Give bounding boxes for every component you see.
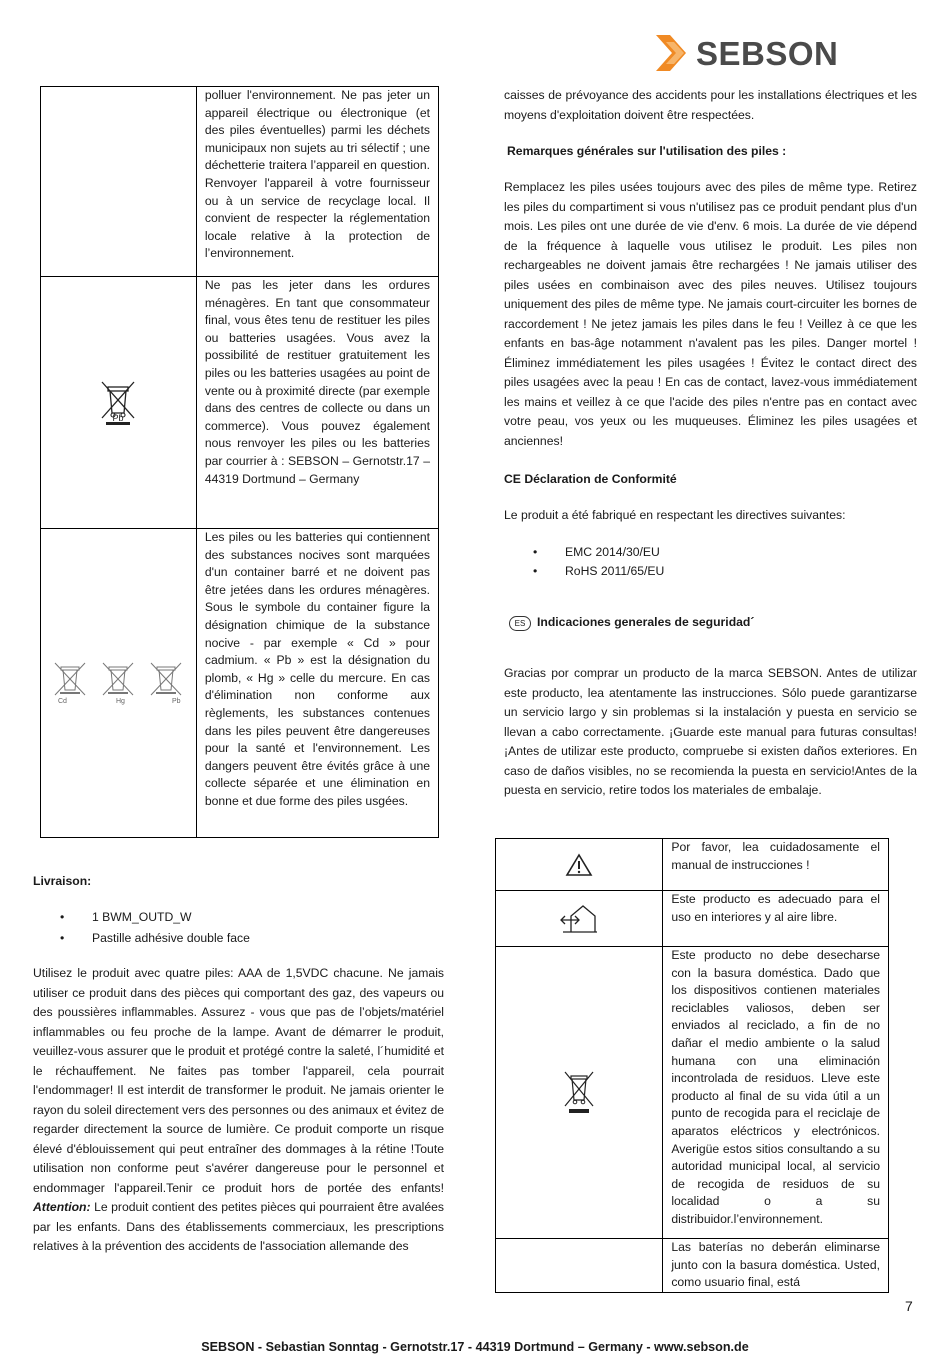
indoor-outdoor-house-icon (557, 902, 601, 936)
list-item: • EMC 2014/30/EU (533, 543, 913, 562)
battery-disposal-text: Las baterías no deberán eliminarse junto con la basura doméstica. Usted, como usuario final, está (663, 1239, 889, 1293)
warning-triangle-icon (565, 853, 593, 877)
table-row (496, 947, 889, 1239)
bin-label: Pb (112, 412, 124, 423)
safety-text: Utilisez le produit avec quatre piles: AAA de 1,5VDC chacune. Ne jamais utiliser ce produit dans des pièces qui comportant des gaz, des vapeurs ou des poussières inflammables. Assurez - vous que pas de l’objets/matériel inflammables ou feu proche de la lampe. Avant de démarrer le produit, veuillez-vous assurer que le produit et protégé contre la saleté, l´humidité et le réchauffement. Ne faites pas tomber l'appareil, cela pourrait l'endommager! Il est interdit de transformer le produit. Ne jamais orienter le rayon du soleil directement vers des personnes ou des animaux et évitez de regarder directement la source de lumière. Ce produit comporte un risque élevé d'éblouissement qui peut entraîner des dommages à la rétine !Toute utilisation non conforme peut s'avérer dangereuse pour le personnel et endommager l'appareil.Tenir ce produit hors de portée des enfants! (33, 966, 444, 1195)
es-heading-text: Indicaciones generales de seguridad´ (537, 615, 755, 629)
table-row (496, 891, 889, 947)
es-paragraph: Gracias por comprar un producto de la marca SEBSON. Antes de utilizar este producto, lea atentamente las instrucciones. Sólo puede garantizarse un servicio largo y sin problemas si la instalación y puesta en servicio se llevan a cabo correctamente. ¡Guarde este manual para futuras consultas! ¡Antes de utilizar este producto, compruebe si existen daños exteriores. En caso de daños visibles, no se recomienda la puesta en servicio!Antes de la puesta en servicio, retire todos los materiales de embalaje. (504, 666, 917, 797)
crossed-bin-icon (97, 377, 139, 429)
table-row (496, 839, 889, 891)
list-item: • RoHS 2011/65/EU (533, 562, 913, 581)
indoor-outdoor-text: Este producto es adecuado para el uso en interiores y al aire libre. (663, 891, 889, 947)
attention-label: Attention: (33, 1200, 91, 1214)
continued-paragraph: caisses de prévoyance des accidents pour les installations électriques et les moyens d'exploitation doivent être respectées. (504, 88, 917, 122)
bins-icon-cell (41, 529, 197, 838)
crossed-bin-hg-icon (100, 661, 136, 705)
es-language-badge: ES (509, 616, 531, 631)
livraison-paragraph (33, 964, 444, 1257)
indoor-outdoor-icon-cell (496, 891, 663, 947)
crossed-bins-group (41, 661, 196, 705)
disposal-text-2: Ne pas les jeter dans les ordures ménagères. En tant que consommateur final, vous êtes tenu de restituer les piles ou batteries usagées. Vous avez la possibilité de restituer gratuitement les piles ou les batteries usagées au point de vente ou à proximité directe (par exemple dans des centres de collecte ou dans un commerce). Vous pouvez également nous renvoyer les piles ou les batteries par courrier à : SEBSON – Gernotstr.17 – 44319 Dortmund – Germany (196, 277, 438, 529)
bin-label-hg: Hg (116, 698, 126, 705)
symbols-table-es (495, 838, 889, 1293)
crossed-bin-pb-icon (148, 661, 184, 705)
ce-directives-list (533, 543, 913, 580)
bin-icon-cell (41, 277, 197, 529)
weee-disposal-text: Este producto no debe desecharse con la basura doméstica. Dado que los dispositivos contienen materiales reciclables valiosos, deben ser enviados al reciclado, a fin de no dañar el medio ambiente o la salud humana con una eliminación incontrolada de residuos. Lleve este producto al final de su vida útil a un punto de recogida para el reciclaje de aparatos eléctricos y electrónicos. Averigüe estos sitios consultando a su autoridad municipal local, al servicio de recogida de residuos de su localidad o a su distribuidor.l’environnement. (663, 947, 889, 1239)
footer-address: SEBSON - Sebastian Sonntag - Gernotstr.17 - 44319 Dortmund – Germany - www.sebson.de (201, 1340, 749, 1354)
bin-label-pb: Pb (172, 698, 181, 705)
page-number: 7 (905, 1298, 913, 1314)
weee-crossed-bin-icon (562, 1070, 596, 1116)
disposal-text-1: polluer l'environnement. Ne pas jeter un appareil électrique ou électronique (et des piles éventuelles) parmi les déchets municipaux non sujets au tri sélectif ; une déchetterie traitera l’appareil en question. Renvoyer l'appareil à votre fournisseur ou à un service de recyclage local. Il convient de respecter la réglementation locale relative à la protection de l’environnement. (196, 87, 438, 277)
safety-text-continued: Le produit contient des petites pièces qui pourraient être avalées par les enfants. Dans des établissements commerciaux, les prescriptions relatives à la prévention des accidents de l'association allemande des (33, 1200, 445, 1253)
empty-icon-cell (41, 87, 197, 277)
list-item: • Pastille adhésive double face (60, 928, 440, 949)
livraison-heading: Livraison: (33, 874, 92, 888)
table-row (496, 1239, 889, 1293)
disposal-table-fr (40, 86, 439, 838)
livraison-list (60, 907, 440, 949)
weee-icon-cell (496, 947, 663, 1239)
piles-heading: Remarques générales sur l'utilisation des piles : (507, 144, 787, 158)
logo-chevron-icon (652, 33, 696, 73)
disposal-text-3: Les piles ou les batteries qui contiennent des substances nocives sont marquées d'un container barré et ne doivent pas être jetées dans les ordures ménagères. Sous le symbole du container figure la désignation chimique de la substance nocive - par exemple « Cd » pour cadmium. « Pb » est la désignation du plomb, « Hg » celle du mercure. En cas d'élimination non conforme aux règlements, les substances contenues dans les piles peuvent être dangereuses pour la santé et l'environnement. Les dangers peuvent être évités grâce à une collecte séparée et une élimination en bonne et due forme des piles usgées. (196, 529, 438, 838)
table-row (41, 87, 439, 277)
logo-text: SEBSON (696, 35, 839, 72)
list-item: • 1 BWM_OUTD_W (60, 907, 440, 928)
crossed-bin-cd-icon (52, 661, 88, 705)
piles-paragraph: Remplacez les piles usées toujours avec des piles de même type. Retirez les piles du compartiment si vous n'utilisez pas ce produit pendant plus d'un mois. Les piles ont une durée de vie d'env. 6 mois. La durée de vie dépend de la fréquence à laquelle vous utilisez le produit. Les piles non rechargeables ne doivent jamais être rechargées ! Ne jamais utiliser des piles usées en combinaison avec des piles neuves. Utilisez toujours uniquement des piles de même type. Ne jamais court-circuiter les bornes de raccordement ! Ne jetez jamais les piles dans le feu ! Veillez à ce que les enfants en bas-âge notamment n'avalent pas les piles. Danger mortel ! Éliminez immédiatement les piles usagées ! Évitez le contact direct des piles usagées avec la peau ! En cas de contact, lavez-vous immédiatement les mains et veillez à ce que l'acide des piles n'entre pas en contact avec votre peau, vos yeux ou les muqueuses. Éliminez les piles usagées et anciennes! (504, 180, 917, 448)
bin-label-cd: Cd (58, 698, 68, 705)
manual-notice-text: Por favor, lea cuidadosamente el manual de instrucciones ! (663, 839, 889, 891)
warning-icon-cell (496, 839, 663, 891)
table-row (41, 277, 439, 529)
ce-paragraph: Le produit a été fabriqué en respectant les directives suivantes: (504, 508, 846, 522)
es-heading (509, 614, 754, 632)
sebson-logo (652, 33, 862, 75)
ce-heading: CE Déclaration de Conformité (504, 472, 677, 486)
empty-icon-cell (496, 1239, 663, 1293)
table-row (41, 529, 439, 838)
